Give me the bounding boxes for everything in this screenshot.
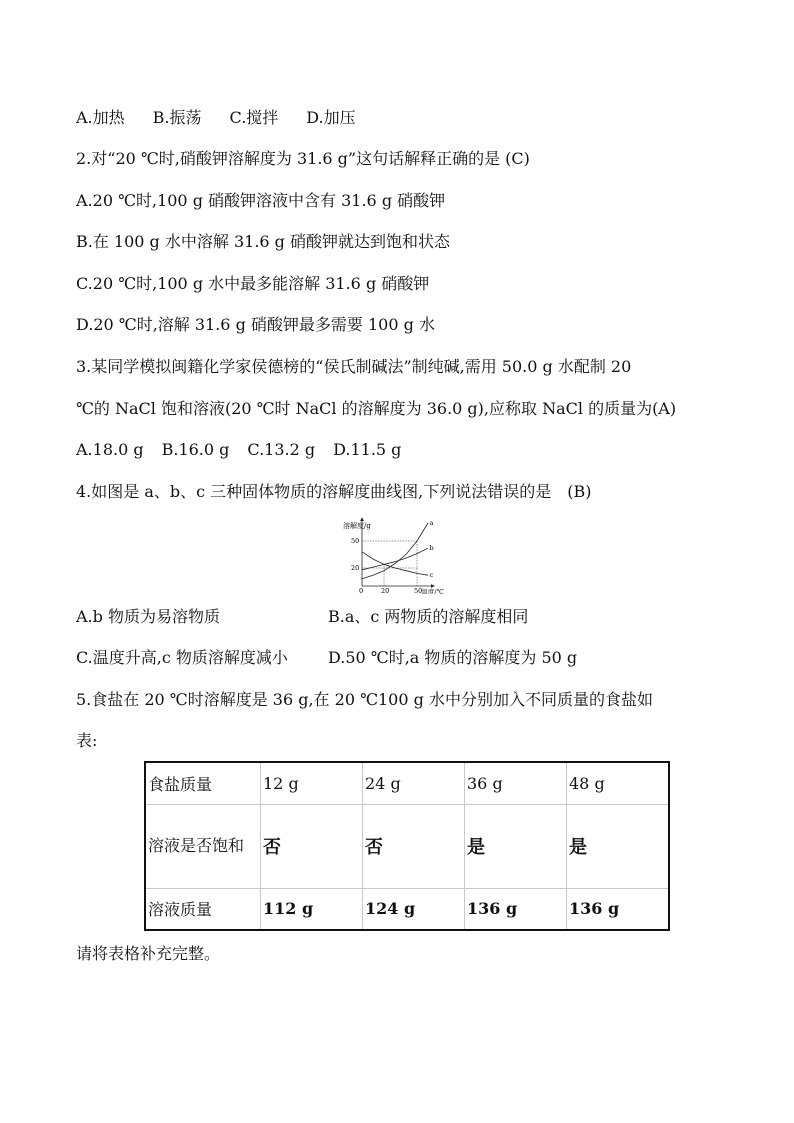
q3-option-d: D.11.5 g — [333, 440, 402, 459]
q4-option-b: B.a、c 两物质的溶解度相同 — [328, 607, 529, 626]
q2-stem: 2.对“20 ℃时,硝酸钾溶解度为 31.6 g”这句话解释正确的是 (C) — [76, 149, 530, 168]
table-cell: 124 g — [363, 888, 465, 930]
q2-option-c: C.20 ℃时,100 g 水中最多能溶解 31.6 g 硝酸钾 — [76, 274, 430, 293]
x-tick-label: 0 — [359, 587, 364, 594]
q4-stem: 4.如图是 a、b、c 三种固体物质的溶解度曲线图,下列说法错误的是 (B) — [76, 482, 592, 501]
table-cell: 112 g — [261, 888, 363, 930]
table-cell: 否 — [261, 804, 363, 888]
q4-options-row1 — [76, 607, 528, 627]
q3-option-b: B.16.0 g — [161, 440, 230, 459]
table-row — [145, 804, 669, 888]
q4-option-a: A.b 物质为易溶物质 — [76, 607, 220, 626]
x-tick-label: 20 — [381, 587, 390, 594]
q1-option-c: C.搅拌 — [229, 108, 279, 127]
table-cell: 否 — [363, 804, 465, 888]
series-group — [362, 519, 434, 579]
q5-stem-line1: 5.食盐在 20 ℃时溶解度是 36 g,在 20 ℃100 g 水中分别加入不同质量的食盐如 — [76, 690, 653, 709]
q3-option-c: C.13.2 g — [247, 440, 316, 459]
q3-stem-line1: 3.某同学模拟闽籍化学家侯德榜的“侯氏制碱法”制纯碱,需用 50.0 g 水配制 20 — [76, 357, 632, 376]
series-line-a — [362, 523, 428, 579]
table-cell: 136 g — [567, 888, 670, 930]
salt-table — [144, 761, 670, 931]
row-header: 食盐质量 — [145, 762, 261, 804]
row-header: 溶液是否饱和 — [145, 804, 261, 888]
series-label-c: c — [429, 571, 434, 580]
series-label-a: a — [429, 519, 434, 527]
table-cell: 24 g — [363, 762, 465, 804]
table-cell: 是 — [465, 804, 567, 888]
table-row — [145, 762, 669, 804]
q1-options — [76, 108, 384, 128]
q4-option-d: D.50 ℃时,a 物质的溶解度为 50 g — [328, 648, 578, 667]
table-cell: 是 — [567, 804, 670, 888]
q2-option-a: A.20 ℃时,100 g 硝酸钾溶液中含有 31.6 g 硝酸钾 — [76, 191, 446, 210]
row-header: 溶液质量 — [145, 888, 261, 930]
q4-options-row2 — [76, 648, 577, 668]
y-tick-label: 50 — [351, 537, 360, 545]
q5-stem-line2: 表: — [76, 731, 98, 750]
q2-option-d: D.20 ℃时,溶解 31.6 g 硝酸钾最多需要 100 g 水 — [76, 315, 435, 334]
q1-option-b: B.振荡 — [152, 108, 202, 127]
q4-option-c: C.温度升高,c 物质溶解度减小 — [76, 648, 288, 667]
y-tick-label: 20 — [351, 564, 360, 572]
table-cell: 12 g — [261, 762, 363, 804]
q2-option-b: B.在 100 g 水中溶解 31.6 g 硝酸钾就达到饱和状态 — [76, 232, 451, 251]
solubility-chart-svg — [334, 514, 444, 594]
q1-option-d: D.加压 — [306, 108, 356, 127]
table-cell: 36 g — [465, 762, 567, 804]
table-cell: 48 g — [567, 762, 670, 804]
table-row — [145, 888, 669, 930]
x-axis-label: 温度/℃ — [421, 588, 444, 594]
q1-option-a: A.加热 — [76, 108, 125, 127]
q5-footer: 请将表格补充完整。 — [76, 944, 221, 963]
q3-option-a: A.18.0 g — [76, 440, 144, 459]
q3-options — [76, 440, 429, 460]
series-line-b — [362, 548, 428, 570]
x-tick-label: 50 — [414, 587, 423, 594]
solubility-chart — [334, 514, 444, 598]
series-label-b: b — [429, 544, 434, 553]
y-axis-label: 溶解度/g — [343, 522, 371, 530]
q3-stem-line2: ℃的 NaCl 饱和溶液(20 ℃时 NaCl 的溶解度为 36.0 g),应称取 NaCl 的质量为(A) — [76, 399, 677, 418]
table-cell: 136 g — [465, 888, 567, 930]
